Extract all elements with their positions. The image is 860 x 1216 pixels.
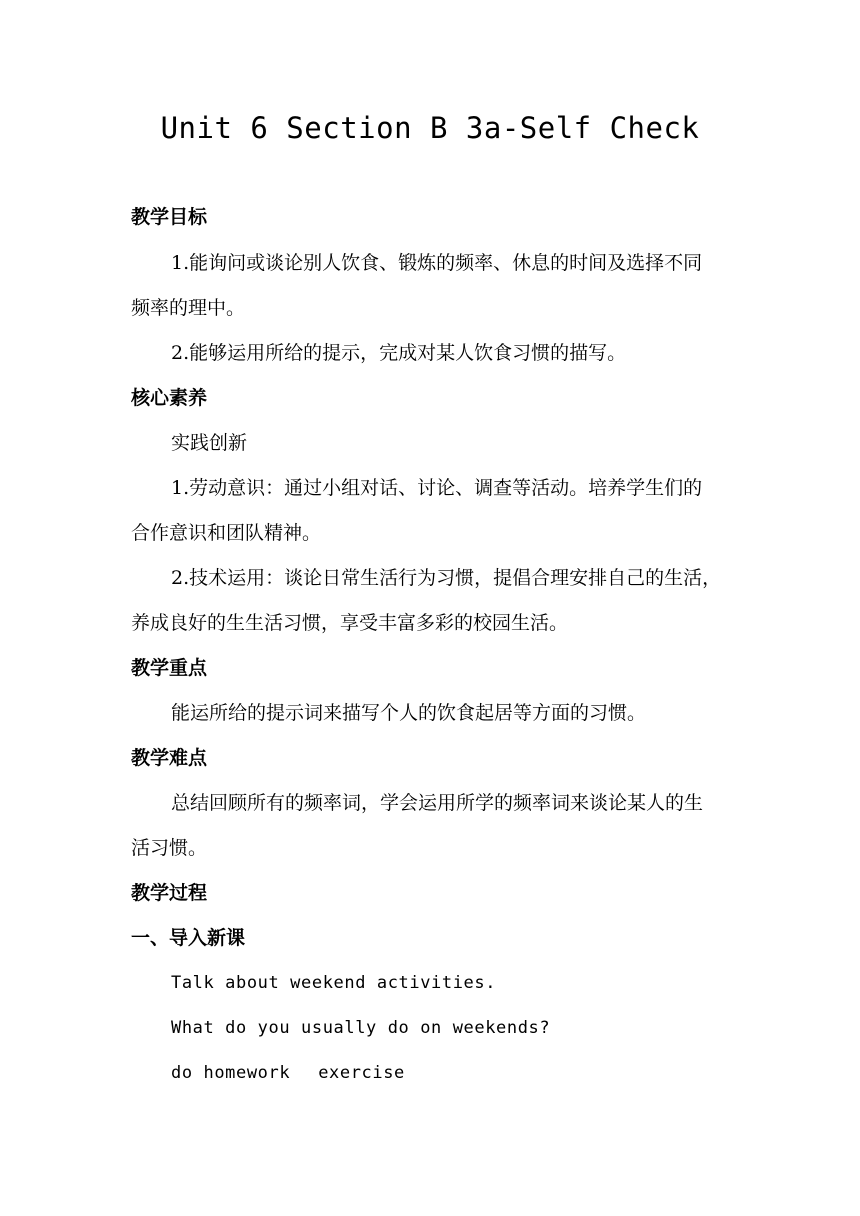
goal-item-1-line-2: 频率的理中。 (131, 297, 246, 319)
core-literacy-item-1-line-1: 1.劳动意识：通过小组对话、讨论、调查等活动。培养学生们的 (171, 477, 703, 499)
vocabulary-line (171, 1058, 405, 1088)
goal-item-1-line-1: 1.能询问或谈论别人饮食、锻炼的频率、休息的时间及选择不同 (171, 252, 703, 274)
process-line-1: Talk about weekend activities. (171, 973, 497, 993)
process-step-1-heading: 一、导入新课 (131, 927, 246, 949)
difficulties-line-2: 活习惯。 (131, 837, 208, 859)
section-heading-difficulties: 教学难点 (131, 747, 208, 769)
core-literacy-intro: 实践创新 (171, 432, 248, 454)
core-literacy-item-2-line-2: 养成良好的生生活习惯，享受丰富多彩的校园生活。 (131, 612, 569, 634)
process-line-2: What do you usually do on weekends? (171, 1018, 551, 1038)
document-title: Unit 6 Section B 3a-Self Check (160, 111, 700, 145)
section-heading-core-literacy: 核心素养 (131, 387, 208, 409)
key-points-text: 能运所给的提示词来描写个人的饮食起居等方面的习惯。 (171, 702, 647, 724)
goal-item-2: 2.能够运用所给的提示，完成对某人饮食习惯的描写。 (171, 342, 627, 364)
core-literacy-item-2-line-1: 2.技术运用：谈论日常生活行为习惯，提倡合理安排自己的生活， (171, 567, 722, 589)
core-literacy-item-1-line-2: 合作意识和团队精神。 (131, 522, 322, 544)
vocabulary-word-1: do homework (171, 1063, 291, 1083)
vocabulary-word-2: exercise (318, 1063, 405, 1083)
section-heading-teaching-goals: 教学目标 (131, 206, 208, 228)
difficulties-line-1: 总结回顾所有的频率词，学会运用所学的频率词来谈论某人的生 (171, 792, 704, 814)
section-heading-key-points: 教学重点 (131, 657, 208, 679)
section-heading-process: 教学过程 (131, 882, 208, 904)
